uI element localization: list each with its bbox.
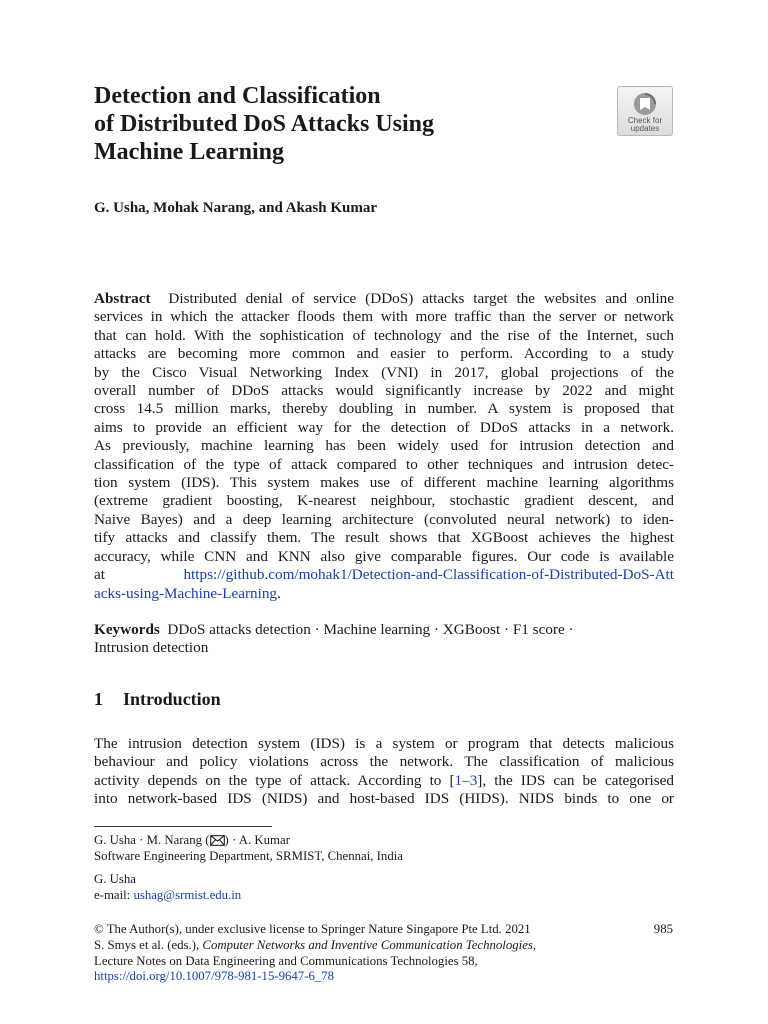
abstract-line: overall number of DDoS attacks would significantly increase by 2022 and might [94, 382, 674, 400]
title-line-1: Detection and Classification [94, 83, 381, 109]
abstract-line: tify attacks and classify them. The result shows that XGBoost achieves the highest [94, 529, 674, 547]
contact-info [94, 872, 674, 904]
intro-line: into network-based IDS (NIDS) and host-based IDS (HIDS). NIDS binds to one or [94, 790, 674, 808]
abstract-line: services in which the attacker floods them with more traffic than the server or network [94, 308, 674, 326]
footnote-rule [94, 826, 272, 827]
github-link[interactable]: https://github.com/mohak1/Detection-and-Classification-of-Distributed-DoS-Att [183, 566, 674, 584]
paper-title [94, 82, 574, 166]
editors-end: , [532, 937, 537, 952]
abstract-label: Abstract [94, 290, 151, 307]
email-label: e-mail: [94, 887, 131, 902]
keywords-line-1: DDoS attacks detection · Machine learning · XGBoost · F1 score · [167, 621, 574, 638]
citation-link[interactable]: 1–3 [454, 771, 478, 789]
copyright-line: © The Author(s), under exclusive license to Springer Nature Singapore Pte Ltd. 2021 [94, 922, 531, 936]
abstract-line: accuracy, while CNN and KNN also give comparable figures. Our code is available [94, 547, 674, 565]
affiliation-authors-end: ) · A. Kumar [224, 833, 290, 847]
check-for-updates-badge[interactable] [617, 86, 673, 136]
abstract-line: Distributed denial of service (DDoS) attacks target the websites and online [168, 290, 675, 307]
abstract-line: attacks are becoming more common and easier to perform. According to a study [94, 345, 674, 363]
author-list: G. Usha, Mohak Narang, and Akash Kumar [94, 200, 377, 216]
editors: S. Smys et al. (eds.), [94, 937, 200, 952]
intro-line-3-end: ], the IDS can be categorised [477, 771, 674, 789]
contact-name: G. Usha [94, 872, 136, 886]
intro-line: behaviour and policy violations across the network. The classification of malicious [94, 753, 674, 771]
department: Software Engineering Department, SRMIST, Chennai, India [94, 848, 403, 863]
abstract-line: by the Cisco Visual Networking Index (VNI) in 2017, global projections of the [94, 363, 674, 381]
abstract [94, 290, 674, 603]
abstract-line: (extreme gradient boosting, K-nearest neighbour, stochastic gradient descent, and [94, 492, 674, 510]
author-affiliation [94, 833, 674, 865]
doi-link[interactable]: https://doi.org/10.1007/978-981-15-9647-6_78 [94, 969, 335, 984]
email-link[interactable]: ushag@srmist.edu.in [133, 887, 242, 902]
affiliation-authors-start: G. Usha · M. Narang ( [94, 833, 210, 847]
badge-line-1: Check for [627, 116, 663, 125]
keywords [94, 621, 674, 658]
title-line-3: Machine Learning [94, 139, 284, 165]
page-number: 985 [653, 922, 673, 936]
intro-line-3-start: activity depends on the type of attack. According to [ [94, 771, 455, 789]
link-prefix: at [94, 566, 105, 584]
link-suffix: . [277, 584, 281, 602]
series-line: Lecture Notes on Data Engineering and Communications Technologies 58, [94, 953, 478, 968]
abstract-line: Naive Bayes) and a deep learning architecture (convoluted neural network) to iden- [94, 510, 674, 528]
check-for-updates-icon [632, 91, 658, 117]
github-link-continued[interactable]: acks-using-Machine-Learning [94, 584, 278, 602]
title-line-2: of Distributed DoS Attacks Using [94, 111, 435, 137]
abstract-line: that can hold. With the sophistication of technology and the rise of the Internet, such [94, 326, 674, 344]
abstract-line: cross 14.5 million marks, thereby doubling in number. A system is proposed that [94, 400, 674, 418]
abstract-line: As previously, machine learning has been widely used for intrusion detection and [94, 437, 674, 455]
intro-line: The intrusion detection system (IDS) is a system or program that detects malicious [94, 735, 674, 752]
copyright-block [94, 922, 674, 985]
badge-line-2: updates [630, 124, 660, 133]
abstract-line: aims to provide an efficient way for the detection of DDoS attacks in a network. [94, 418, 674, 436]
intro-paragraph [94, 735, 674, 809]
abstract-line: tion system (IDS). This system makes use of different machine learning algorithms [94, 474, 674, 492]
book-title: Computer Networks and Inventive Communication Technologies [202, 937, 533, 952]
abstract-line: classification of the type of attack compared to other techniques and intrusion detec- [94, 455, 674, 473]
section-title: Introduction [123, 689, 221, 709]
keywords-label: Keywords [94, 621, 160, 638]
keywords-line-2: Intrusion detection [94, 639, 209, 657]
envelope-icon [210, 835, 225, 846]
section-heading [94, 689, 221, 710]
section-number: 1 [94, 689, 103, 709]
